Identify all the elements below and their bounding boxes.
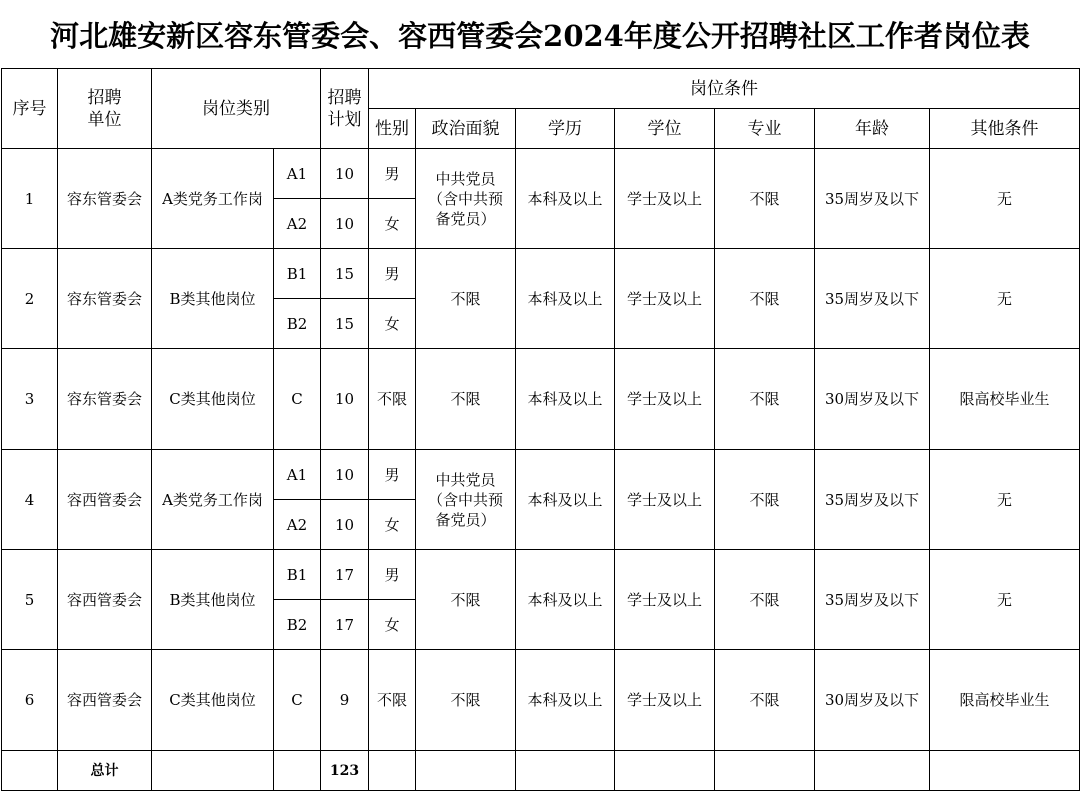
cell-degree: 学士及以上 bbox=[615, 650, 715, 751]
page-title: 河北雄安新区容东管委会、容西管委会2024年度公开招聘社区工作者岗位表 bbox=[50, 18, 1030, 53]
cell-other: 无 bbox=[930, 149, 1080, 249]
cell-plan: 17 bbox=[321, 600, 369, 650]
cell-education: 本科及以上 bbox=[516, 650, 615, 751]
cell-degree: 学士及以上 bbox=[615, 550, 715, 650]
cell-degree: 学士及以上 bbox=[615, 249, 715, 349]
cell-empty bbox=[416, 751, 516, 791]
cell-seq: 5 bbox=[2, 550, 58, 650]
cell-education: 本科及以上 bbox=[516, 249, 615, 349]
table-row bbox=[2, 450, 1080, 500]
cell-seq: 4 bbox=[2, 450, 58, 550]
political-line: 不限 bbox=[450, 590, 481, 609]
political-line: 中共党员 bbox=[435, 169, 496, 188]
cell-code: B1 bbox=[274, 550, 321, 600]
cell-empty bbox=[715, 751, 815, 791]
cell-unit: 容西管委会 bbox=[58, 550, 152, 650]
political-line: 不限 bbox=[450, 691, 481, 709]
cell-education: 本科及以上 bbox=[516, 450, 615, 550]
cell-seq: 6 bbox=[2, 650, 58, 751]
header-seq: 序号 bbox=[2, 69, 58, 149]
cell-code: C bbox=[274, 650, 321, 751]
cell-age: 35周岁及以下 bbox=[815, 550, 930, 650]
table-row bbox=[2, 249, 1080, 299]
cell-degree: 学士及以上 bbox=[615, 149, 715, 249]
cell-education: 本科及以上 bbox=[516, 550, 615, 650]
cell-major: 不限 bbox=[715, 450, 815, 550]
cell-code: C bbox=[274, 349, 321, 450]
cell-gender: 男 bbox=[369, 149, 416, 199]
cell-unit: 容西管委会 bbox=[58, 650, 152, 751]
cell-empty bbox=[274, 751, 321, 791]
cell-major: 不限 bbox=[715, 650, 815, 751]
header-other: 其他条件 bbox=[930, 109, 1080, 149]
cell-code: A2 bbox=[274, 500, 321, 550]
total-row bbox=[2, 751, 1080, 791]
positions-table bbox=[1, 68, 1080, 791]
cell-code: A1 bbox=[274, 450, 321, 500]
cell-empty bbox=[815, 751, 930, 791]
political-line: 备党员） bbox=[435, 209, 496, 228]
cell-empty bbox=[369, 751, 416, 791]
cell-other: 限高校毕业生 bbox=[930, 349, 1080, 450]
cell-unit: 容东管委会 bbox=[58, 249, 152, 349]
political-line: 中共党员 bbox=[435, 470, 496, 489]
cell-empty bbox=[152, 751, 274, 791]
cell-code: B2 bbox=[274, 299, 321, 349]
cell-gender: 女 bbox=[369, 299, 416, 349]
cell-unit: 容西管委会 bbox=[58, 450, 152, 550]
cell-category: A类党务工作岗 bbox=[152, 149, 274, 249]
cell-gender: 男 bbox=[369, 249, 416, 299]
cell-major: 不限 bbox=[715, 149, 815, 249]
cell-political bbox=[416, 149, 516, 249]
cell-plan: 9 bbox=[321, 650, 369, 751]
cell-major: 不限 bbox=[715, 249, 815, 349]
table-row bbox=[2, 349, 1080, 450]
cell-empty bbox=[615, 751, 715, 791]
cell-plan: 10 bbox=[321, 199, 369, 249]
cell-empty bbox=[930, 751, 1080, 791]
cell-degree: 学士及以上 bbox=[615, 349, 715, 450]
header-unit bbox=[58, 69, 152, 149]
cell-seq: 3 bbox=[2, 349, 58, 450]
cell-empty bbox=[516, 751, 615, 791]
cell-gender: 女 bbox=[369, 500, 416, 550]
cell-plan: 15 bbox=[321, 299, 369, 349]
cell-gender: 女 bbox=[369, 199, 416, 249]
cell-political bbox=[416, 550, 516, 650]
cell-gender: 女 bbox=[369, 600, 416, 650]
political-line: （含中共预 bbox=[427, 189, 503, 208]
cell-political bbox=[416, 650, 516, 751]
cell-plan: 15 bbox=[321, 249, 369, 299]
cell-age: 30周岁及以下 bbox=[815, 349, 930, 450]
cell-code: B1 bbox=[274, 249, 321, 299]
cell-empty bbox=[2, 751, 58, 791]
cell-major: 不限 bbox=[715, 550, 815, 650]
cell-education: 本科及以上 bbox=[516, 349, 615, 450]
cell-seq: 1 bbox=[2, 149, 58, 249]
cell-other: 无 bbox=[930, 249, 1080, 349]
cell-category: B类其他岗位 bbox=[152, 249, 274, 349]
political-line: 备党员） bbox=[435, 510, 496, 529]
header-plan bbox=[321, 69, 369, 149]
political-line: 不限 bbox=[450, 289, 481, 308]
header-major: 专业 bbox=[715, 109, 815, 149]
header-political: 政治面貌 bbox=[416, 109, 516, 149]
table-row bbox=[2, 149, 1080, 199]
total-label: 总计 bbox=[58, 751, 152, 791]
cell-major: 不限 bbox=[715, 349, 815, 450]
cell-unit: 容东管委会 bbox=[58, 349, 152, 450]
cell-category: B类其他岗位 bbox=[152, 550, 274, 650]
cell-gender: 男 bbox=[369, 550, 416, 600]
cell-category: A类党务工作岗 bbox=[152, 450, 274, 550]
cell-age: 35周岁及以下 bbox=[815, 450, 930, 550]
cell-code: A2 bbox=[274, 199, 321, 249]
table-row bbox=[2, 650, 1080, 751]
header-degree: 学位 bbox=[615, 109, 715, 149]
cell-age: 35周岁及以下 bbox=[815, 249, 930, 349]
cell-gender: 不限 bbox=[369, 349, 416, 450]
cell-other: 无 bbox=[930, 450, 1080, 550]
header-unit-line1: 招聘 bbox=[87, 87, 122, 108]
cell-unit: 容东管委会 bbox=[58, 149, 152, 249]
header-gender: 性别 bbox=[369, 109, 416, 149]
cell-seq: 2 bbox=[2, 249, 58, 349]
cell-category: C类其他岗位 bbox=[152, 650, 274, 751]
header-unit-line2: 单位 bbox=[87, 109, 122, 130]
cell-age: 35周岁及以下 bbox=[815, 149, 930, 249]
political-line: （含中共预 bbox=[427, 490, 503, 509]
cell-other: 无 bbox=[930, 550, 1080, 650]
cell-plan: 10 bbox=[321, 149, 369, 199]
cell-category: C类其他岗位 bbox=[152, 349, 274, 450]
cell-degree: 学士及以上 bbox=[615, 450, 715, 550]
political-line: 不限 bbox=[450, 390, 481, 408]
cell-gender: 男 bbox=[369, 450, 416, 500]
cell-political bbox=[416, 349, 516, 450]
table-row bbox=[2, 550, 1080, 600]
cell-plan: 10 bbox=[321, 349, 369, 450]
cell-code: A1 bbox=[274, 149, 321, 199]
cell-political bbox=[416, 249, 516, 349]
cell-age: 30周岁及以下 bbox=[815, 650, 930, 751]
cell-other: 限高校毕业生 bbox=[930, 650, 1080, 751]
total-value: 123 bbox=[321, 751, 369, 791]
header-category: 岗位类别 bbox=[152, 69, 321, 149]
header-plan-line2: 计划 bbox=[327, 109, 362, 130]
header-age: 年龄 bbox=[815, 109, 930, 149]
cell-plan: 10 bbox=[321, 450, 369, 500]
cell-political bbox=[416, 450, 516, 550]
cell-plan: 10 bbox=[321, 500, 369, 550]
header-conditions: 岗位条件 bbox=[369, 69, 1080, 109]
header-education: 学历 bbox=[516, 109, 615, 149]
cell-education: 本科及以上 bbox=[516, 149, 615, 249]
header-plan-line1: 招聘 bbox=[327, 87, 362, 108]
cell-gender: 不限 bbox=[369, 650, 416, 751]
cell-plan: 17 bbox=[321, 550, 369, 600]
cell-code: B2 bbox=[274, 600, 321, 650]
